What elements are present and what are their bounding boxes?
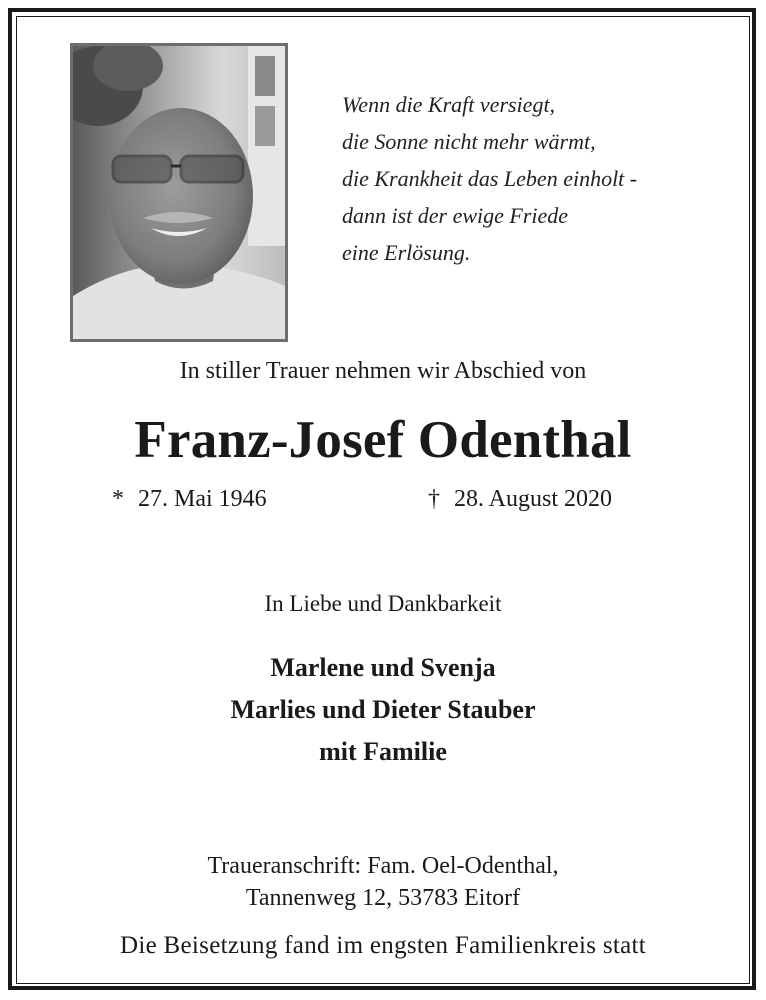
death-date: 28. August 2020 [454, 486, 613, 512]
poem-line: Wenn die Kraft versiegt, [342, 92, 556, 117]
deceased-name: Franz-Josef Odenthal [134, 411, 632, 469]
poem [342, 86, 702, 271]
birth-date: 27. Mai 1946 [138, 486, 267, 512]
mourner: Marlene und Svenja [270, 653, 496, 682]
mourner: Marlies und Dieter Stauber [230, 695, 536, 724]
poem-line: die Sonne nicht mehr wärmt, [342, 129, 596, 154]
mourning-address [0, 850, 766, 914]
poem-line: dann ist der ewige Friede [342, 203, 569, 228]
birth-date-line [112, 486, 267, 513]
burial-note: Die Beisetzung fand im engsten Familienkreis statt [120, 932, 646, 959]
portrait-photo [70, 43, 288, 342]
intro-text: In stiller Trauer nehmen wir Abschied von [179, 358, 587, 384]
portrait-illustration [73, 46, 285, 339]
address-line-2: Tannenweg 12, 53783 Eitorf [245, 885, 521, 911]
mourners-list [0, 647, 766, 773]
cross-icon: † [428, 486, 440, 512]
address-line-1: Traueranschrift: Fam. Oel-Odenthal, [207, 853, 559, 879]
birth-symbol: * [112, 486, 124, 512]
mourner: mit Familie [319, 737, 447, 766]
poem-line: eine Erlösung. [342, 240, 471, 265]
poem-line: die Krankheit das Leben einholt - [342, 166, 638, 191]
closing-text: In Liebe und Dankbarkeit [264, 591, 502, 616]
death-date-line [428, 486, 612, 513]
